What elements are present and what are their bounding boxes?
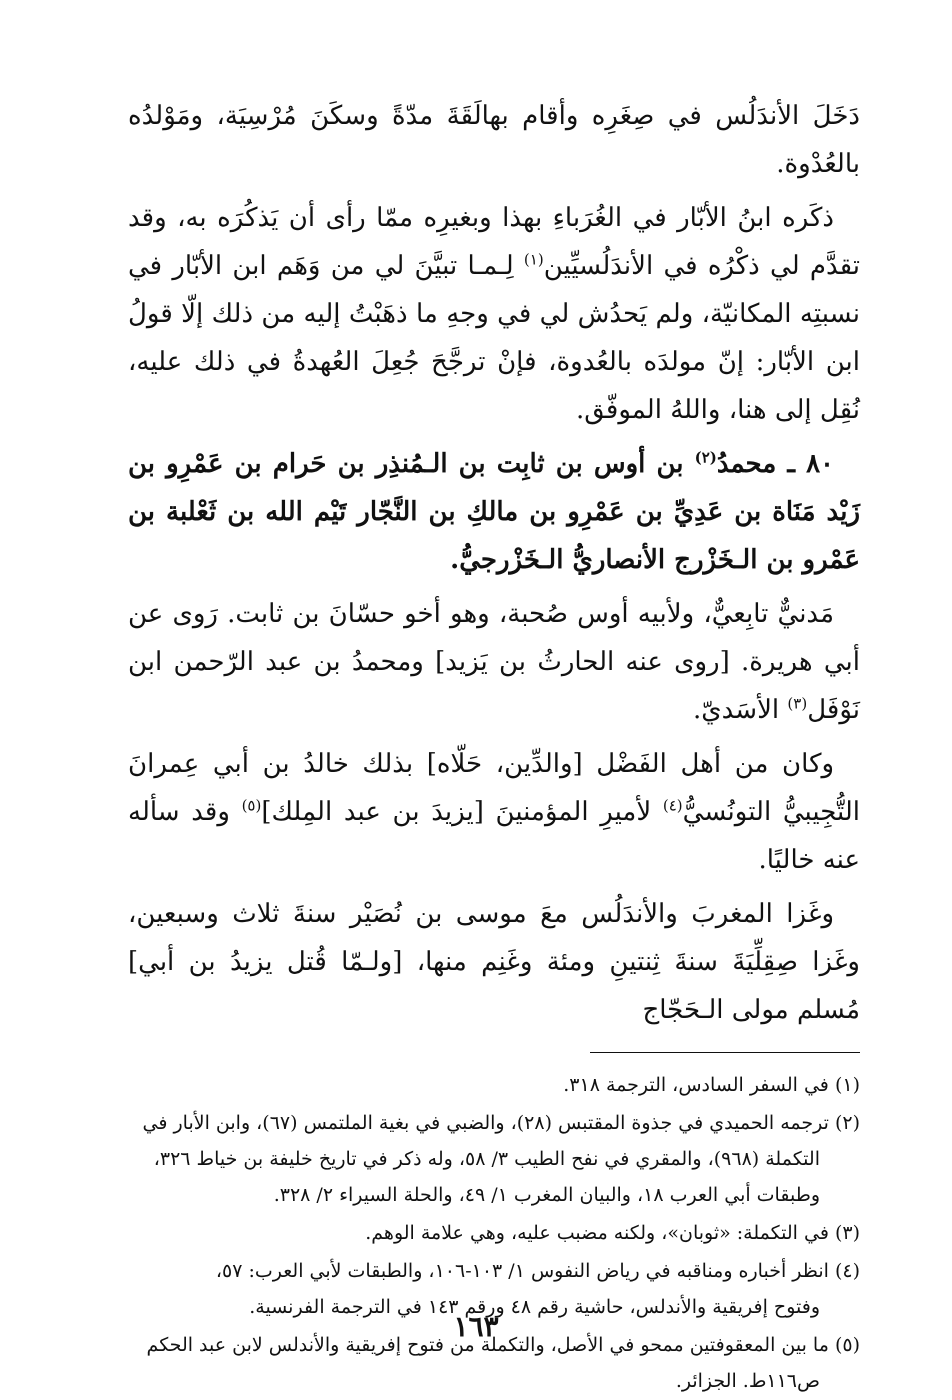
footnote-ref-1[interactable]: (١) [523,250,544,269]
footnote-text: وفتوح إفريقية والأندلس، حاشية رقم ٤٨ ورقم ١٤٣ في الترجمة الفرنسية. [249,1296,820,1318]
footnote-text: وطبقات أبي العرب ١٨، والبيان المغرب ١/ ٤٩، والحلة السيراء ٢/ ٣٢٨. [273,1184,820,1206]
footnote-text: انظر أخباره ومناقبه في رياض النفوس ١/ ١٠٣-١٠٦، والطبقات لأبي العرب: ٥٧، [215,1260,835,1282]
paragraph-2 [128,194,860,434]
paragraph-text: لِـمـا تبيَّنَ لي من وَهَم ابن الأبّار في نسبتِه المكانيّة، ولم يَحدُش لي في وجهِ ما ذهَبْتُ إليه من ذلك إلّا قولُ ابن الأبّار: إنّ مولدَه بالعُدوة، فإنْ ترجَّحَ جُعِلَ العُهدةُ في ذلك عليه، نُقِل إلى هنا، واللهُ الموفّق. [128,251,860,425]
paragraph-text: ذكَره ابنُ الأبّار في الغُرَباءِ بهذا وبغيرِه ممّا رأى أن يَذكُرَه به، وقد تقدَّم لي ذكْرُه في الأندَلُسيِّين [128,203,861,281]
paragraph-text: مَدنيٌّ تابِعيٌّ، ولأبيه أوس صُحبة، وهو أخو حسّانَ بن ثابت. رَوى عن أبي هريرة. [روى عنه الحارثُ بن يَزيد] ومحمدُ بن عبد الرّحمن ابن نَوْفَل [128,599,860,725]
paragraph-text: دَخَلَ الأندَلُس في صِغَرِه وأقام بهالَقَةَ مدّةً وسكَنَ مُرْسِيَة، ومَوْلدُه بالعُدْوة. [128,101,860,179]
footnote-text: في السفر السادس، الترجمة ٣١٨. [563,1074,835,1096]
footnote-ref-4[interactable]: (٤) [662,796,683,815]
entry-lineage: بن أوس بن ثابِت بن الـمُنذِر بن حَرام بن عَمْرِو بن زَيْد مَنَاة بن عَدِيِّ بن عَمْرِو بن مالكِ بن النَّجّار تَيْم الله بن ثَعْلبة بن عَمْرو بن الـخَزْرج الأنصاريُّ الـخَزْرجيُّ. [128,449,860,575]
footnote-ref-5[interactable]: (٥) [241,796,262,815]
entry-name: محمدُ [716,449,788,479]
page-number: ١٦٣ [453,1310,499,1343]
footnote-marker: (١) [834,1074,860,1096]
entry-heading-80 [128,440,860,584]
footnote-ref-2[interactable]: (٢) [694,448,717,467]
paragraph-text: لأميرِ المؤمنينَ [يزيدَ بن عبد المِلك] [261,797,663,827]
footnotes [128,1067,860,1399]
footnote-marker: (٢) [834,1112,860,1134]
footnote-marker: (٤) [834,1260,860,1282]
main-text [128,92,860,1034]
paragraph-text: الأسَديّ. [693,695,788,725]
paragraph-1 [128,92,860,188]
footnote-1 [128,1067,860,1103]
footnote-2 [128,1105,860,1213]
footnote-text: ص١١٦ط. الجزائر. [675,1370,820,1392]
footnote-text: ما بين المعقوفتين ممحو في الأصل، والتكملة من فتوح إفريقية والأندلس لابن عبد الحكم [146,1334,835,1356]
footnote-text: التكملة (٩٦٨)، والمقري في نفح الطيب ٣/ ٥٨، وله ذكر في تاريخ خليفة بن خياط ٣٢٦، [153,1148,820,1170]
paragraph-text: وكان من أهل الفَضْل [والدِّين، حَلّاه] بذلك خالدُ بن أبي عِمرانَ التُّجِيبيُّ التونُسيُّ [128,749,860,827]
footnote-text: ترجمه الحميدي في جذوة المقتبس (٢٨)، والضبي في بغية الملتمس (٦٧)، وابن الأبار في [142,1112,835,1134]
footnote-text: في التكملة: «ثوبان»، ولكنه مضبب عليه، وهي علامة الوهم. [365,1222,835,1244]
paragraph-6 [128,890,860,1034]
footnote-marker: (٣) [834,1222,860,1244]
paragraph-5 [128,740,860,884]
paragraph-4 [128,590,860,734]
footnote-marker: (٥) [834,1334,860,1356]
book-page [128,92,860,1400]
entry-number: ٨٠ ـ [787,449,834,479]
footnote-3 [128,1215,860,1251]
paragraph-text: وقد سأله عنه خاليًا. [128,797,860,875]
footnote-ref-3[interactable]: (٣) [787,694,808,713]
footnote-divider [590,1052,860,1053]
paragraph-text: وغَزا المغربَ والأندَلُس معَ موسى بن نُصَيْر سنةَ ثلاث وسبعين، وغَزا صِقِلِّيَةَ سنةَ ثِنتينِ ومئة وغَنِم منها، [ولـمّا قُتل يزيدُ بن أبي] مُسلم مولى الـحَجّاج [128,899,860,1025]
